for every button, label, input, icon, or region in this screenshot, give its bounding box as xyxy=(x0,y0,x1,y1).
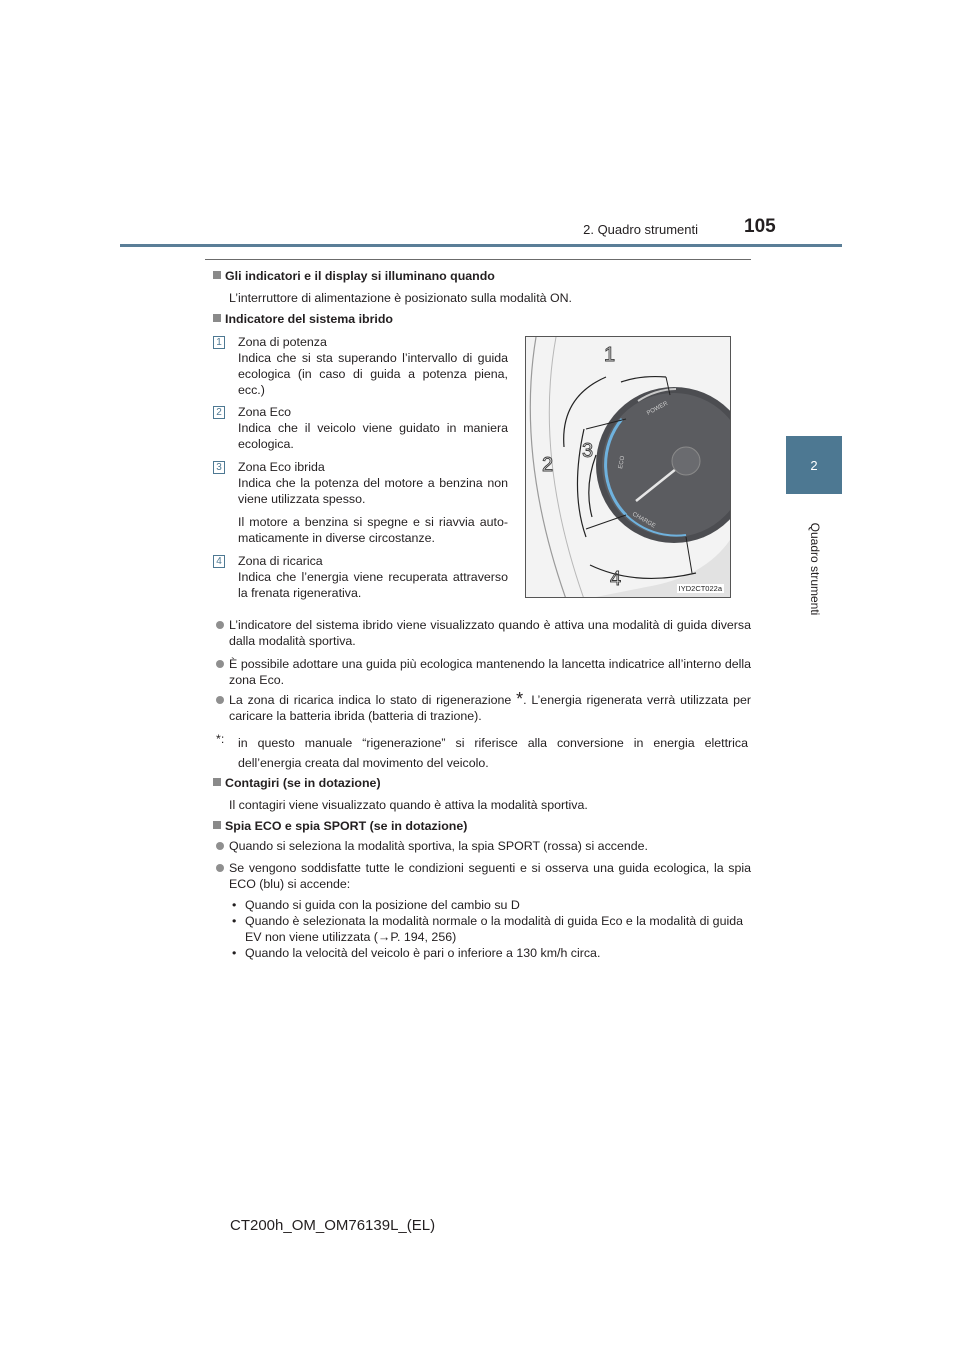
condition-item xyxy=(232,913,751,945)
gauge-label-charge: CHARGE xyxy=(631,511,657,530)
square-bullet-icon xyxy=(213,778,221,786)
zone-title-eco: Zona Eco xyxy=(238,405,292,419)
section-heading-hybrid-indicator xyxy=(213,311,753,327)
figure-callout-4: 4 xyxy=(610,568,622,590)
bullet-item xyxy=(229,838,751,854)
footer-doc-code: CT200h_OM_OM76139L_(EL) xyxy=(230,1217,436,1234)
bullet-text: . L’energia rigenerata verrà utilizzata per caricare la batteria ibrida (batteria di trazione). xyxy=(229,693,751,723)
footnote-text: in questo manuale “rigenerazione” si riferisce alla conversione in energia elettrica dell’energia creata dal movimento del veicolo. xyxy=(238,736,748,770)
zone-desc-charge: Indica che l’energia viene recuperata attraverso la frenata rigenerativa. xyxy=(238,570,508,600)
heading-text: Gli indicatori e il display si illuminano quando xyxy=(225,269,495,283)
figure-callout-1: 1 xyxy=(604,344,616,366)
zone-desc-eco: Indica che il veicolo viene guidato in maniera ecologica. xyxy=(238,421,508,451)
bullet-dot-icon: • xyxy=(232,946,237,960)
footnote-mark: *: xyxy=(216,732,225,746)
bullet-item xyxy=(229,689,751,724)
bullet-text: Quando si seleziona la modalità sportiva, la spia SPORT (rossa) si accende. xyxy=(229,839,648,853)
asterisk-mark: * xyxy=(516,689,524,709)
zone-desc-power: Indica che si sta superando l’intervallo di guida ecologica (in caso di guida a potenza piena, ecc.) xyxy=(238,351,508,397)
bullet-dot-icon: • xyxy=(232,914,237,928)
figure-callout-3: 3 xyxy=(582,440,594,462)
chapter-side-label xyxy=(808,504,822,634)
bullet-text: Se vengono soddisfatte tutte le condizioni seguenti e si osserva una guida ecologica, la spia ECO (blu) si accende: xyxy=(229,861,751,891)
zone-title-hybrid-eco: Zona Eco ibrida xyxy=(238,460,325,474)
content-divider xyxy=(205,259,751,260)
zone-extra-hybrid-eco: Il motore a benzina si spegne e si riavvia auto-maticamente in diverse circostanze. xyxy=(238,515,508,545)
section-heading-tachometer xyxy=(213,775,753,791)
bullet-item xyxy=(229,860,751,892)
heading-text: Spia ECO e spia SPORT (se in dotazione) xyxy=(225,819,468,833)
zone-number-1: 1 xyxy=(213,336,225,349)
figure-callout-2: 2 xyxy=(542,454,554,476)
zone-number-4: 4 xyxy=(213,555,225,568)
bullet-dot-icon xyxy=(216,842,224,850)
condition-text: Quando la velocità del veicolo è pari o inferiore a 130 km/h circa. xyxy=(245,946,601,960)
zone-number-2: 2 xyxy=(213,406,225,419)
square-bullet-icon xyxy=(213,271,221,279)
heading-text: Contagiri (se in dotazione) xyxy=(225,776,381,790)
zone-title-power: Zona di potenza xyxy=(238,335,327,349)
condition-item xyxy=(232,945,751,961)
condition-text: Quando è selezionata la modalità normale o la modalità di guida Eco e la modalità di guida EV non viene utilizzata (→P. 194, 256) xyxy=(245,914,744,944)
section-heading-illumination xyxy=(213,268,753,284)
tachometer-body: Il contagiri viene visualizzato quando è attiva la modalità sportiva. xyxy=(229,798,588,812)
illumination-body: L’interruttore di alimentazione è posizionato sulla modalità ON. xyxy=(229,291,572,305)
zone-desc-hybrid-eco: Indica che la potenza del motore a benzina non viene utilizzata spesso. xyxy=(238,476,508,506)
chapter-title: Quadro strumenti xyxy=(808,522,822,616)
bullet-dot-icon: • xyxy=(232,898,237,912)
heading-text: Indicatore del sistema ibrido xyxy=(225,312,394,326)
chapter-tab[interactable]: 2 xyxy=(786,436,842,494)
running-header-section: 2. Quadro strumenti xyxy=(583,222,698,237)
condition-item xyxy=(232,897,751,913)
figure-code: IYD2CT022a xyxy=(678,584,722,593)
bullet-dot-icon xyxy=(216,660,224,668)
bullet-dot-icon xyxy=(216,864,224,872)
bullet-dot-icon xyxy=(216,621,224,629)
bullet-item xyxy=(229,656,751,688)
gauge-label-power: POWER xyxy=(646,400,669,417)
square-bullet-icon xyxy=(213,314,221,322)
hybrid-indicator-illustration xyxy=(525,336,731,598)
header-divider xyxy=(120,244,842,247)
square-bullet-icon xyxy=(213,821,221,829)
gauge-label-eco: ECO xyxy=(618,455,627,470)
condition-text: Quando si guida con la posizione del cambio su D xyxy=(245,898,520,912)
zone-title-charge: Zona di ricarica xyxy=(238,554,323,568)
bullet-item xyxy=(229,617,751,649)
bullet-text: L’indicatore del sistema ibrido viene visualizzato quando è attiva una modalità di guida diversa dalla modalità sportiva. xyxy=(229,618,751,648)
gauge-illustration xyxy=(526,337,731,598)
bullet-dot-icon xyxy=(216,696,224,704)
page-number: 105 xyxy=(744,216,776,237)
section-heading-eco-sport xyxy=(213,818,753,834)
bullet-text: La zona di ricarica indica lo stato di rigenerazione xyxy=(229,693,517,707)
bullet-text: È possibile adottare una guida più ecologica mantenendo la lancetta indicatrice all’interno della zona Eco. xyxy=(229,657,751,687)
zone-number-3: 3 xyxy=(213,461,225,474)
